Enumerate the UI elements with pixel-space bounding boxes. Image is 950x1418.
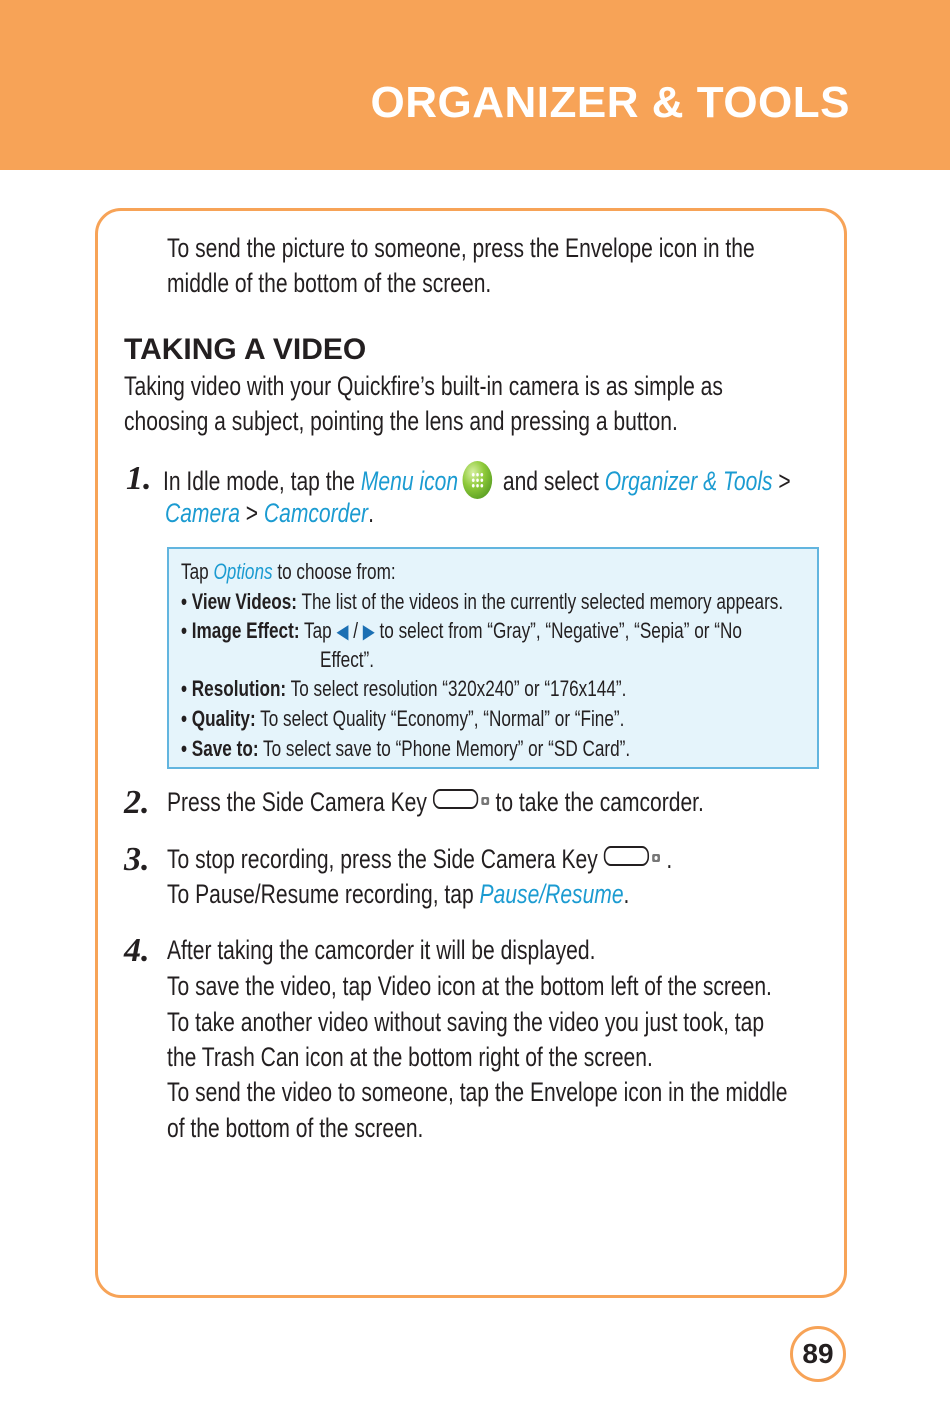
option-image-effect [181,616,742,647]
step-4-line: of the bottom of the screen. [167,1113,424,1143]
menu-icon [463,461,493,499]
option-text: / [348,618,363,643]
camera-key-icon [604,846,649,866]
step-2-number: 2. [124,784,150,821]
options-intro-text: to choose from: [272,559,396,584]
step-3-line-1 [167,842,672,877]
step-3-number: 3. [124,841,150,878]
option-text: To select save to “Phone Memory” or “SD Card”. [258,736,631,761]
step-3-text: . [666,844,673,874]
step-2-text: to take the camcorder. [495,787,704,817]
option-save-to [181,734,630,763]
intro-line-2: middle of the bottom of the screen. [167,268,492,298]
step-3-text: . [623,879,630,909]
step-4-line: To save the video, tap Video icon at the bottom left of the screen. [167,971,772,1001]
option-view-videos [181,587,783,616]
section-para-line-1: Taking video with your Quickfire’s built-in camera is as simple as [124,371,723,401]
option-text: to select from “Gray”, “Negative”, “Sepia” or “No [374,618,742,643]
step-1-text: In Idle mode, tap the [163,466,361,496]
step-4-line: To send the video to someone, tap the Envelope icon in the middle [167,1077,788,1107]
step-4-line: After taking the camcorder it will be displayed. [167,935,596,965]
step-1-number: 1. [126,460,152,497]
options-intro [181,557,396,586]
step-4-number: 4. [124,932,150,969]
option-text: The list of the videos in the currently selected memory appears. [297,589,784,614]
option-image-effect-cont: Effect”. [320,647,375,672]
arrow-left-icon: ◀ [336,621,349,643]
step-2-text: Press the Side Camera Key [167,787,427,817]
page-header [0,0,950,170]
options-intro-text: Tap [181,559,214,584]
chapter-title: ORGANIZER & TOOLS [370,78,850,127]
option-label: • View Videos: [181,589,298,614]
camcorder-label: Camcorder [263,498,369,528]
option-resolution [181,674,626,703]
camera-key-icon [433,789,478,809]
option-text: To select resolution “320x240” or “176x144”. [286,676,627,701]
option-label: • Resolution: [181,676,287,701]
option-label: • Image Effect: [181,618,300,643]
camera-icon [481,797,489,805]
option-quality [181,704,624,733]
camera-label: Camera [165,498,240,528]
option-label: • Save to: [181,736,259,761]
step-1-text: > [772,466,791,496]
step-1-text: > [239,498,264,528]
page-number: 89 [790,1326,846,1382]
option-label: • Quality: [181,706,256,731]
step-1-text: and select [497,466,605,496]
camera-icon [652,854,660,862]
section-para-line-2: choosing a subject, pointing the lens and pressing a button. [124,406,678,436]
step-1-line-2 [165,496,374,531]
step-3-text: To stop recording, press the Side Camera Key [167,844,598,874]
options-label: Options [213,559,273,584]
organizer-tools-label: Organizer & Tools [604,466,773,496]
intro-line-1: To send the picture to someone, press the Envelope icon in the [167,233,755,263]
option-text: To select Quality “Economy”, “Normal” or “Fine”. [255,706,625,731]
arrow-right-icon: ▶ [362,621,375,643]
step-4-line: To take another video without saving the video you just took, tap [167,1007,765,1037]
step-2-line [167,785,704,820]
pause-resume-label: Pause/Resume [479,879,624,909]
step-1-line-1 [163,461,791,499]
section-title: TAKING A VIDEO [124,333,367,366]
step-1-text: . [368,498,374,528]
step-3-line-2 [167,877,629,912]
step-4-line: the Trash Can icon at the bottom right of the screen. [167,1042,653,1072]
menu-icon-label: Menu icon [360,466,459,496]
option-text: Tap [299,618,337,643]
step-3-text: To Pause/Resume recording, tap [167,879,480,909]
